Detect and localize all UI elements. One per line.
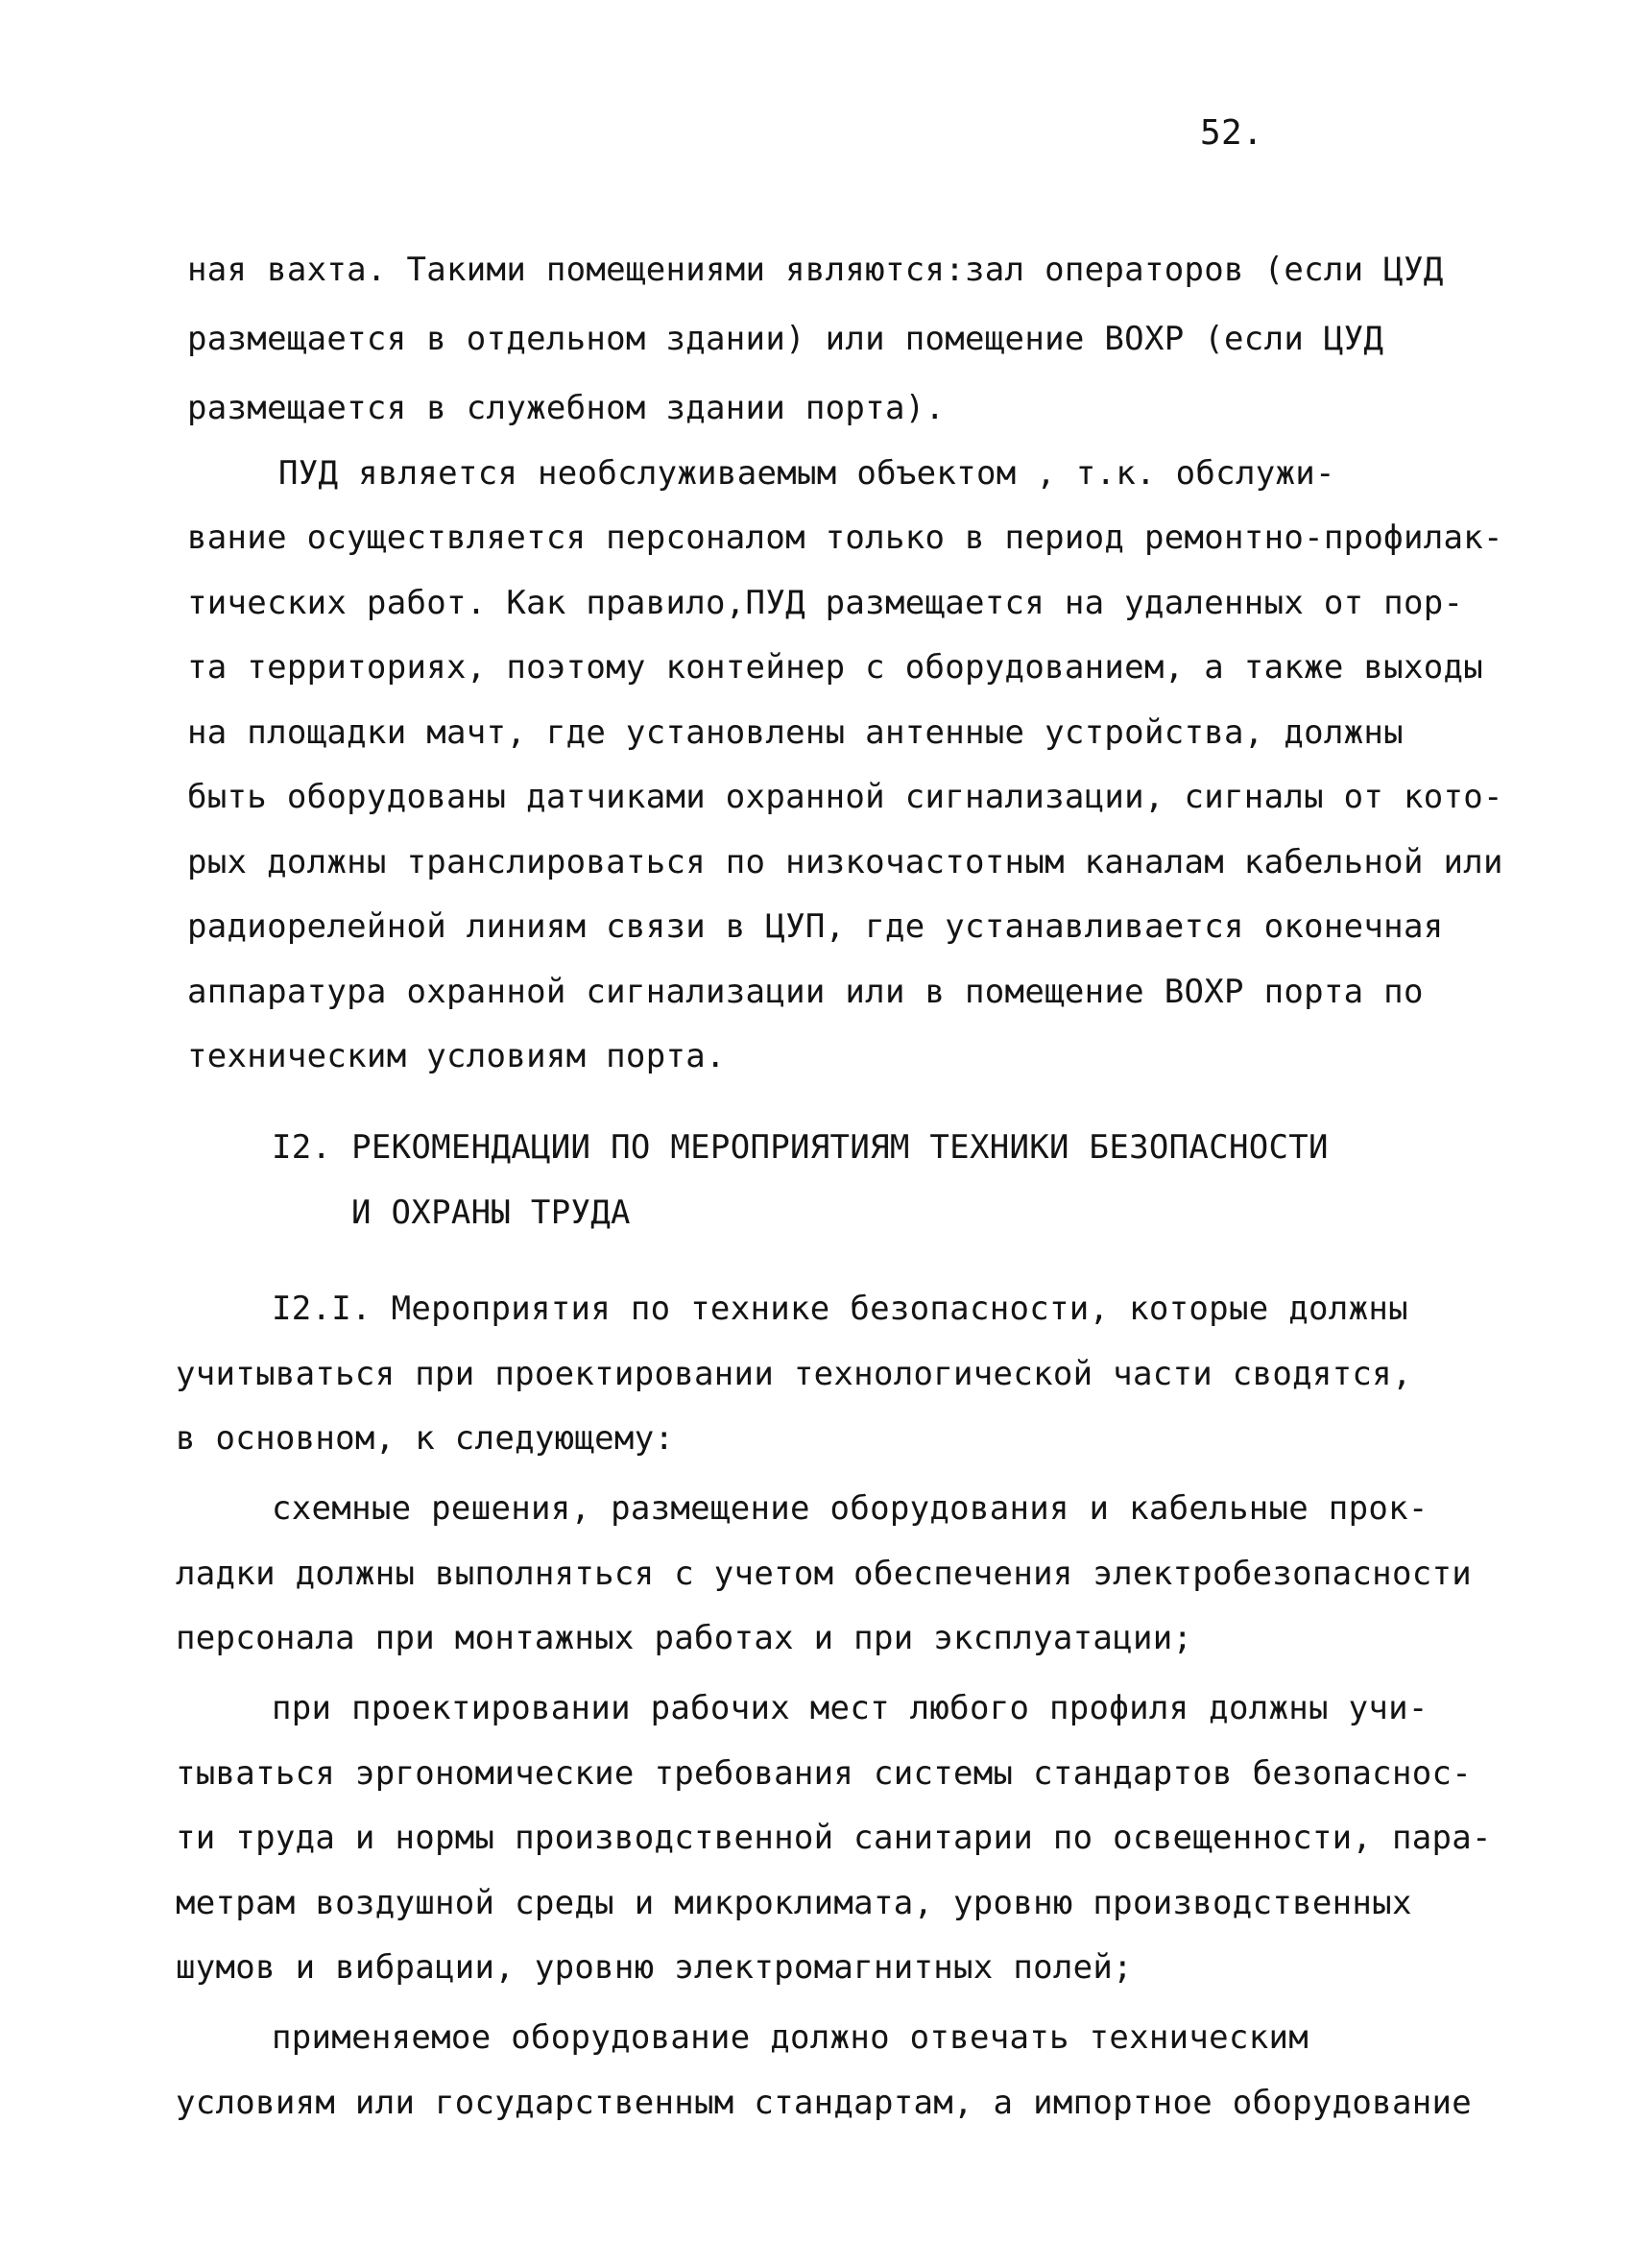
section-heading: И ОХРАНЫ ТРУДА: [351, 1194, 631, 1232]
section-heading: I2. РЕКОМЕНДАЦИИ ПО МЕРОПРИЯТИЯМ ТЕХНИКИ БЕЗОПАСНОСТИ: [272, 1128, 1329, 1167]
text-line: I2.I. Мероприятия по технике безопасности, которые должны: [272, 1290, 1408, 1328]
text-line: размещается в служебном здании порта).: [187, 389, 946, 427]
text-line: условиям или государственным стандартам, а импортное оборудование: [176, 2084, 1473, 2122]
text-line: метрам воздушной среды и микроклимата, уровню производственных: [176, 1884, 1412, 1922]
text-line: тываться эргономические требования системы стандартов безопаснос-: [176, 1754, 1473, 1793]
text-line: размещается в отдельном здании) или помещение ВОХР (если ЦУД: [187, 320, 1384, 358]
text-line: ти труда и нормы производственной санитарии по освещенности, пара-: [176, 1819, 1492, 1857]
text-line: рых должны транслироваться по низкочастотным каналам кабельной или: [187, 843, 1503, 881]
text-line: ная вахта. Такими помещениями являются:зал операторов (если ЦУД: [187, 251, 1444, 289]
text-line: та территориях, поэтому контейнер с оборудованием, а также выходы: [187, 648, 1484, 687]
text-line: тических работ. Как правило,ПУД размещается на удаленных от пор-: [187, 584, 1464, 622]
text-line: техническим условиям порта.: [187, 1037, 726, 1075]
text-line: шумов и вибрации, уровню электромагнитных полей;: [176, 1948, 1133, 1987]
text-line: аппаратура охранной сигнализации или в помещение ВОХР порта по: [187, 973, 1424, 1011]
text-line: на площадки мачт, где установлены антенные устройства, должны: [187, 713, 1404, 752]
text-line: при проектировании рабочих мест любого профиля должны учи-: [272, 1689, 1429, 1727]
text-line: схемные решения, размещение оборудования и кабельные прок-: [272, 1489, 1429, 1528]
text-line: радиорелейной линиям связи в ЦУП, где устанавливается оконечная: [187, 907, 1444, 946]
text-line: быть оборудованы датчиками охранной сигнализации, сигналы от кото-: [187, 778, 1503, 816]
page-number: 52.: [1200, 113, 1263, 153]
text-line: учитываться при проектировании технологической части сводятся,: [176, 1355, 1412, 1393]
text-line: в основном, к следующему:: [176, 1419, 675, 1458]
text-line: вание осуществляется персоналом только в период ремонтно-профилак-: [187, 519, 1503, 557]
text-line: персонала при монтажных работах и при эксплуатации;: [176, 1619, 1193, 1657]
text-line: ладки должны выполняться с учетом обеспечения электробезопасности: [176, 1555, 1473, 1593]
text-line: применяемое оборудование должно отвечать техническим: [272, 2018, 1309, 2057]
text-line: ПУД является необслуживаемым объектом , т.к. обслужи-: [278, 454, 1335, 493]
